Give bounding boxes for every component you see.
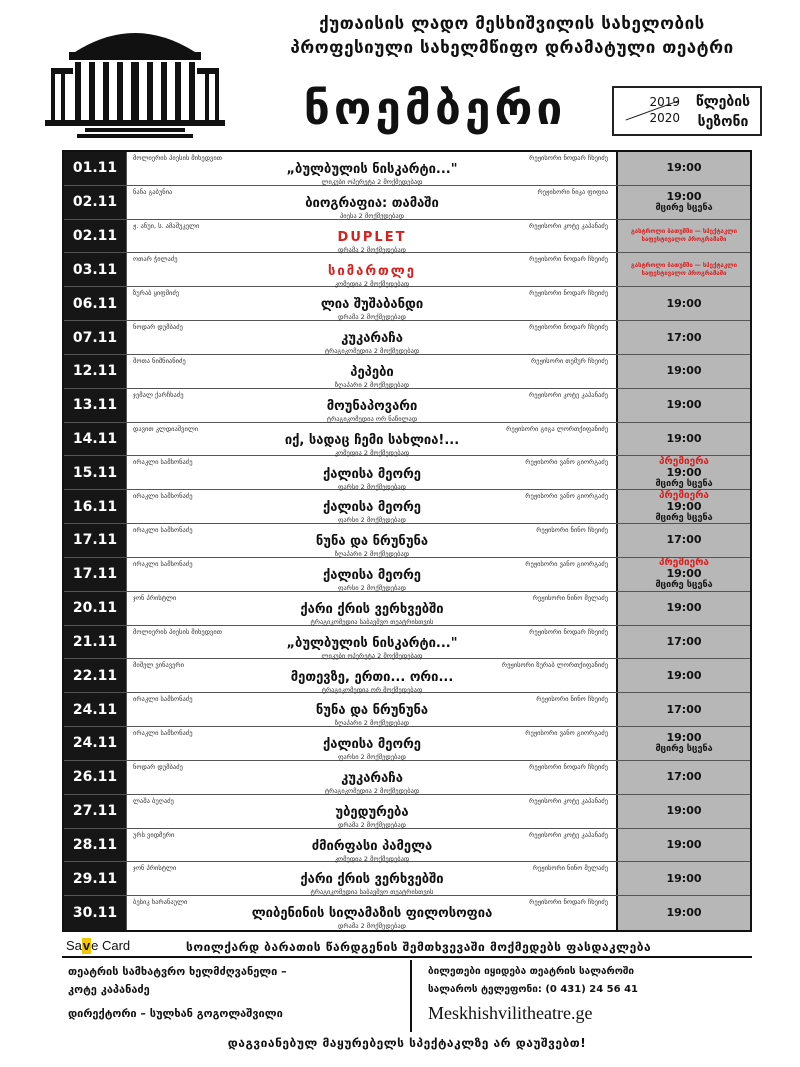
- row-date: 14.11: [64, 423, 126, 456]
- row-time-cell: [616, 152, 750, 185]
- row-venue: მცირე სცენა: [655, 478, 713, 489]
- row-time-cell: [616, 355, 750, 388]
- row-subtitle: ტრაგიკომედია საბავშვო თეატრისთვის: [310, 617, 434, 626]
- row-time: 19:00: [666, 601, 702, 615]
- row-play-title: DUPLET: [337, 229, 407, 245]
- row-subtitle: ტრაგიკომედია ორ ნაწილად: [326, 414, 418, 423]
- row-info: [126, 456, 616, 489]
- row-info: [126, 152, 616, 185]
- row-date: 02.11: [64, 220, 126, 253]
- row-time-cell: [616, 186, 750, 219]
- row-director: რეჟისორი კოტე კაპანაძე: [529, 221, 608, 230]
- savecard-banner: [62, 936, 752, 958]
- row-director: რეჟისორი ნოდარ ჩხეიძე: [529, 154, 608, 162]
- season-year-end: 2020: [649, 111, 680, 125]
- row-play-title: ქალისა მეორე: [323, 500, 421, 516]
- row-time: 19:00: [666, 668, 702, 682]
- row-play-title: პეპები: [350, 365, 394, 381]
- savecard-logo-mid: v: [82, 938, 91, 953]
- row-subtitle: ტრაგიკომედია ორ მოქმედებად: [321, 685, 423, 694]
- row-subtitle: დრამა 2 მოქმედებად: [338, 820, 406, 829]
- row-time-cell: [616, 389, 750, 422]
- row-info: [126, 220, 616, 253]
- schedule-row: [64, 693, 750, 727]
- row-time-cell: [616, 727, 750, 760]
- row-director: რეჟისორი კოტე კაპანაძე: [529, 830, 608, 839]
- row-time: 19:00: [666, 398, 702, 412]
- row-play-title: ლია შუშაბანდი: [320, 297, 424, 313]
- row-date: 17.11: [64, 558, 126, 591]
- row-author: ურს ვიდმერი: [133, 830, 175, 839]
- row-info: [126, 558, 616, 591]
- tour-note: გასტროლი ბათუმში — სპექტაკლი საფესტივალო პროგრამაში: [630, 261, 737, 277]
- row-director: რეჟისორი ნიკა ფიფია: [537, 187, 608, 196]
- schedule-row: [64, 626, 750, 660]
- row-play-title: ქალისა მეორე: [323, 568, 421, 584]
- row-time: 17:00: [666, 702, 702, 716]
- row-author: ირაკლი სამსონაძე: [133, 526, 193, 535]
- row-date: 21.11: [64, 626, 126, 659]
- row-time-cell: [616, 693, 750, 726]
- schedule-row: [64, 389, 750, 423]
- schedule-row: [64, 659, 750, 693]
- row-date: 06.11: [64, 287, 126, 320]
- row-author: ნანა გაბუნია: [133, 187, 173, 196]
- row-director: რეჟისორი ნოდარ ჩხეიძე: [529, 255, 608, 264]
- row-venue: მცირე სცენა: [655, 202, 713, 213]
- row-info: [126, 659, 616, 692]
- month-title: ნოემბერი: [303, 81, 567, 135]
- row-venue: მცირე სცენა: [655, 743, 713, 754]
- schedule-row: [64, 490, 750, 524]
- row-play-title: ბიოგრაფია: თამაში: [305, 195, 439, 211]
- schedule-row: [64, 355, 750, 389]
- row-time-cell: [616, 761, 750, 794]
- schedule-row: [64, 287, 750, 321]
- row-subtitle: კომედია 2 მოქმედებად: [334, 854, 410, 863]
- row-time: 19:00: [666, 730, 702, 744]
- row-info: [126, 524, 616, 557]
- row-info: [126, 693, 616, 726]
- row-play-title: კუკარაჩა: [341, 331, 403, 347]
- row-subtitle: ზღაპარი 2 მოქმედებად: [334, 719, 410, 728]
- row-director: რეჟისორი ნინო მელაძე: [532, 593, 608, 602]
- row-director: რეჟისორი ნინო ჩხეიძე: [536, 526, 608, 535]
- schedule-row: [64, 727, 750, 761]
- row-author: ოთარ ჭილაძე: [133, 255, 178, 264]
- row-author: ლაშა ბუღაძე: [133, 796, 174, 805]
- row-time-cell: [616, 524, 750, 557]
- row-venue: მცირე სცენა: [655, 580, 713, 591]
- website-link[interactable]: Meskhishvilitheatre.ge: [428, 1003, 593, 1023]
- row-play-title: უბედურება: [335, 804, 409, 820]
- savecard-logo-left: Sa: [66, 938, 82, 953]
- schedule-row: [64, 558, 750, 592]
- row-author: ჟ. ანუი, ს. ამაშუკელი: [133, 221, 200, 230]
- row-play-title: მოუნაპოვარი: [326, 398, 418, 414]
- row-subtitle: კომედია 2 მოქმედებად: [334, 448, 410, 457]
- footer-right: [414, 960, 752, 1032]
- row-subtitle: დრამა 2 მოქმედებად: [338, 313, 406, 322]
- row-info: [126, 355, 616, 388]
- row-author: ჯონ პრისტლი: [133, 593, 177, 602]
- row-info: [126, 829, 616, 862]
- row-time: 19:00: [666, 567, 702, 581]
- row-info: [126, 761, 616, 794]
- tour-note: გასტროლი ბათუმში — სპექტაკლი საფესტივალო პროგრამაში: [630, 228, 737, 244]
- row-time-cell: [616, 795, 750, 828]
- row-date: 01.11: [64, 152, 126, 185]
- row-time: 19:00: [666, 465, 702, 479]
- row-author: ირაკლი სამსონაძე: [133, 492, 193, 501]
- row-date: 13.11: [64, 389, 126, 422]
- row-director: რეჟისორი ნოდარ ჩხეიძე: [529, 762, 608, 771]
- row-director: რეჟისორი ვანო გიორგაძე: [525, 559, 608, 568]
- row-play-title: ქალისა მეორე: [323, 737, 421, 753]
- art-director-label: თეატრის სამხატვრო ხელმძღვანელი –: [68, 965, 287, 978]
- row-subtitle: ფარსი 2 მოქმედებად: [338, 753, 406, 762]
- season-label-line1: წლების: [695, 94, 751, 110]
- row-time-cell: [616, 456, 750, 489]
- season-label: [686, 92, 760, 132]
- schedule-row: [64, 862, 750, 896]
- row-date: 16.11: [64, 490, 126, 523]
- row-info: [126, 862, 616, 895]
- schedule-row: [64, 592, 750, 626]
- row-time: 19:00: [666, 432, 702, 445]
- row-date: 24.11: [64, 727, 126, 760]
- row-subtitle: ტრაგიკომედია 2 მოქმედებად: [324, 787, 420, 795]
- row-date: 17.11: [64, 524, 126, 557]
- row-time: 19:00: [666, 871, 702, 885]
- row-author: ირაკლი სამსონაძე: [133, 729, 193, 738]
- row-time: 19:00: [666, 189, 702, 203]
- schedule-row: [64, 186, 750, 220]
- row-time-cell: [616, 592, 750, 625]
- theatre-name-line2: პროფესიული სახელმწიფო დრამატული თეატრი: [290, 38, 734, 58]
- row-author: ნოდარ დუმბაძე: [133, 762, 183, 771]
- row-info: [126, 727, 616, 760]
- row-subtitle: ტრაგიკომედია 2 მოქმედებად: [324, 347, 420, 356]
- season-label-line2: სეზონი: [697, 114, 749, 130]
- row-play-title: მეთევზე, ერთი... ორი...: [290, 669, 454, 685]
- row-time: 17:00: [666, 533, 702, 547]
- row-director: რეჟისორი ნოდარ ჩხეიძე: [529, 289, 608, 298]
- row-director: რეჟისორი კოტე კაპანაძე: [529, 390, 608, 399]
- premiere-badge: პრემიერა: [659, 557, 709, 569]
- row-time: 19:00: [666, 364, 702, 378]
- row-date: 30.11: [64, 896, 126, 930]
- row-time: 19:00: [666, 837, 702, 851]
- row-subtitle: ზღაპარი 2 მოქმედებად: [334, 381, 410, 390]
- row-info: [126, 896, 616, 930]
- row-author: ჯემალ ქარჩხაძე: [133, 390, 184, 399]
- row-date: 26.11: [64, 761, 126, 794]
- row-author: ბესიკ ხარანაული: [133, 898, 188, 907]
- row-time-cell: [616, 423, 750, 456]
- schedule-row: [64, 220, 750, 254]
- row-venue: მცირე სცენა: [655, 512, 713, 523]
- schedule-row: [64, 761, 750, 795]
- row-time-cell: [616, 321, 750, 354]
- row-author: დავით კლდიაშვილი: [133, 424, 199, 433]
- row-play-title: ქარი ქრის ვერხვებში: [300, 601, 444, 617]
- row-info: [126, 253, 616, 286]
- row-subtitle: ფარსი 2 მოქმედებად: [338, 482, 406, 491]
- season-year-start: 2019: [649, 95, 680, 109]
- row-director: რეჟისორი ვანო გიორგაძე: [525, 729, 608, 738]
- row-author: ირაკლი სამსონაძე: [133, 695, 193, 704]
- row-time-cell: [616, 829, 750, 862]
- row-play-title: კუკარაჩა: [341, 771, 403, 786]
- row-time: 17:00: [666, 634, 702, 648]
- savecard-logo-right: e Card: [91, 938, 131, 953]
- row-info: [126, 186, 616, 219]
- row-play-title: ნუნა და ნრუნუნა: [315, 703, 429, 719]
- row-subtitle: ფარსი 2 მოქმედებად: [338, 584, 406, 593]
- row-author: მოლიერის პიესის მიხედვით: [133, 154, 222, 162]
- row-info: [126, 795, 616, 828]
- row-director: რეჟისორი გიგა ლორთქიფანიძე: [506, 424, 608, 433]
- row-play-title: სიმართლე: [328, 263, 416, 279]
- director-line: დირექტორი – სულხან გოგოლაშვილი: [68, 1007, 283, 1020]
- row-author: შოთა ნიშნიანიძე: [133, 356, 186, 365]
- row-date: 20.11: [64, 592, 126, 625]
- row-time-cell: [616, 626, 750, 659]
- row-info: [126, 490, 616, 523]
- row-author: მიშელ ვინავერი: [133, 661, 184, 670]
- row-subtitle: დრამა 2 მოქმედებად: [338, 245, 406, 254]
- row-author: ირაკლი სამსონაძე: [133, 559, 193, 568]
- row-info: [126, 592, 616, 625]
- row-date: 29.11: [64, 862, 126, 895]
- schedule-row: [64, 829, 750, 863]
- row-play-title: ქარი ქრის ვერხვებში: [300, 872, 444, 888]
- row-subtitle: ლიკუბი ოპერეტა 2 მოქმედებად: [321, 651, 423, 660]
- row-date: 02.11: [64, 186, 126, 219]
- footer-info: [62, 960, 752, 1032]
- row-time-cell: [616, 220, 750, 253]
- row-play-title: „ბულბულის ნისკარტი...": [286, 162, 458, 178]
- row-date: 07.11: [64, 321, 126, 354]
- footer-left: [62, 960, 412, 1032]
- row-time: 19:00: [666, 499, 702, 513]
- row-director: რეჟისორი თემურ ჩხეიძე: [530, 356, 608, 365]
- schedule-row: [64, 896, 750, 930]
- row-date: 27.11: [64, 795, 126, 828]
- row-author: ჯონ პრისტლი: [133, 864, 177, 873]
- season-box: [612, 86, 762, 136]
- row-author: ნოდარ დუმბაძე: [133, 323, 183, 332]
- row-info: [126, 389, 616, 422]
- row-director: რეჟისორი ნოდარ ჩხეიძე: [529, 898, 608, 907]
- theatre-name-line1: ქუთაისის ლადო მესხიშვილის სახელობის: [319, 14, 705, 34]
- row-info: [126, 321, 616, 354]
- premiere-badge: პრემიერა: [659, 489, 709, 501]
- row-time-cell: [616, 287, 750, 320]
- row-subtitle: ტრაგიკომედია საბავშვო თეატრისთვის: [310, 888, 434, 897]
- row-date: 03.11: [64, 253, 126, 286]
- schedule-row: [64, 152, 750, 186]
- row-time-cell: [616, 862, 750, 895]
- row-time-cell: [616, 490, 750, 523]
- row-subtitle: კომედია 2 მოქმედებად: [334, 279, 410, 288]
- savecard-discount-text: სოილქარდ ბარათის წარდგენის შემთხვევაში მოქმედებს ფასდაკლება: [186, 940, 652, 954]
- row-director: რეჟისორი ნოდარ ჩხეიძე: [529, 627, 608, 636]
- row-time-cell: [616, 896, 750, 930]
- row-author: ზურაბ ყიფშიძე: [133, 289, 180, 298]
- row-date: 12.11: [64, 355, 126, 388]
- row-time-cell: [616, 253, 750, 286]
- row-date: 22.11: [64, 659, 126, 692]
- row-author: მოლიერის პიესის მიხედვით: [133, 627, 222, 636]
- row-play-title: ლიბენინის სილამაზის ფილოსოფია: [251, 906, 493, 922]
- row-time-cell: [616, 659, 750, 692]
- art-director-name: კოტე კაპანაძე: [68, 983, 150, 996]
- row-date: 28.11: [64, 829, 126, 862]
- premiere-badge: პრემიერა: [659, 455, 709, 467]
- row-time: 19:00: [666, 804, 702, 818]
- row-date: 24.11: [64, 693, 126, 726]
- schedule-row: [64, 795, 750, 829]
- row-director: რეჟისორი ნინო ჩხეიძე: [536, 695, 608, 704]
- row-play-title: ქალისა მეორე: [323, 466, 421, 482]
- row-director: რეჟისორი ვანო გიორგაძე: [525, 458, 608, 467]
- row-time: 19:00: [666, 906, 702, 920]
- row-subtitle: პიესა 2 მოქმედებად: [339, 211, 405, 220]
- schedule-table: [62, 150, 752, 932]
- row-director: რეჟისორი ვანო გიორგაძე: [525, 492, 608, 501]
- row-time: 17:00: [666, 770, 702, 784]
- row-time: 19:00: [666, 296, 702, 310]
- row-subtitle: ფარსი 2 მოქმედებად: [338, 516, 406, 525]
- row-subtitle: ლიკუბი ოპერეტა 2 მოქმედებად: [321, 178, 423, 187]
- schedule-row: [64, 423, 750, 457]
- row-time-cell: [616, 558, 750, 591]
- box-office-text: ბილეთები იყიდება თეატრის სალაროში: [428, 966, 635, 977]
- schedule-row: [64, 321, 750, 355]
- latecomer-note: დაგვიანებულ მაყურებელს სპექტაკლზე არ დაუშვებთ!: [227, 1036, 587, 1050]
- schedule-row: [64, 456, 750, 490]
- row-subtitle: დრამა 2 მოქმედებად: [338, 922, 406, 931]
- schedule-row: [64, 524, 750, 558]
- row-info: [126, 626, 616, 659]
- row-director: რეჟისორი ნოდარ ჩხეიძე: [529, 323, 608, 332]
- row-time: 19:00: [666, 161, 702, 175]
- row-play-title: ნუნა და ნრუნუნა: [315, 534, 429, 550]
- row-date: 15.11: [64, 456, 126, 489]
- row-subtitle: ზღაპარი 2 მოქმედებად: [334, 550, 410, 559]
- row-time: 17:00: [666, 330, 702, 344]
- row-play-title: იქ, სადაც ჩემი სახლია!...: [284, 432, 460, 448]
- row-info: [126, 287, 616, 320]
- row-director: რეჟისორი ზურაბ ლორთქიფანიძე: [501, 661, 608, 670]
- row-play-title: „ბულბულის ნისკარტი...": [286, 635, 458, 651]
- schedule-row: [64, 253, 750, 287]
- row-director: რეჟისორი კოტე კაპანაძე: [529, 796, 608, 805]
- row-author: ირაკლი სამსონაძე: [133, 458, 193, 467]
- row-director: რეჟისორი ნინო მელაძე: [532, 864, 608, 873]
- savecard-logo: [66, 938, 130, 954]
- theatre-building-icon: [45, 12, 225, 142]
- box-office-phone: სალაროს ტელეფონი: (0 431) 24 56 41: [428, 984, 638, 995]
- theatre-name: [232, 12, 792, 60]
- row-info: [126, 423, 616, 456]
- row-play-title: ძმირფასი პამელა: [311, 838, 433, 854]
